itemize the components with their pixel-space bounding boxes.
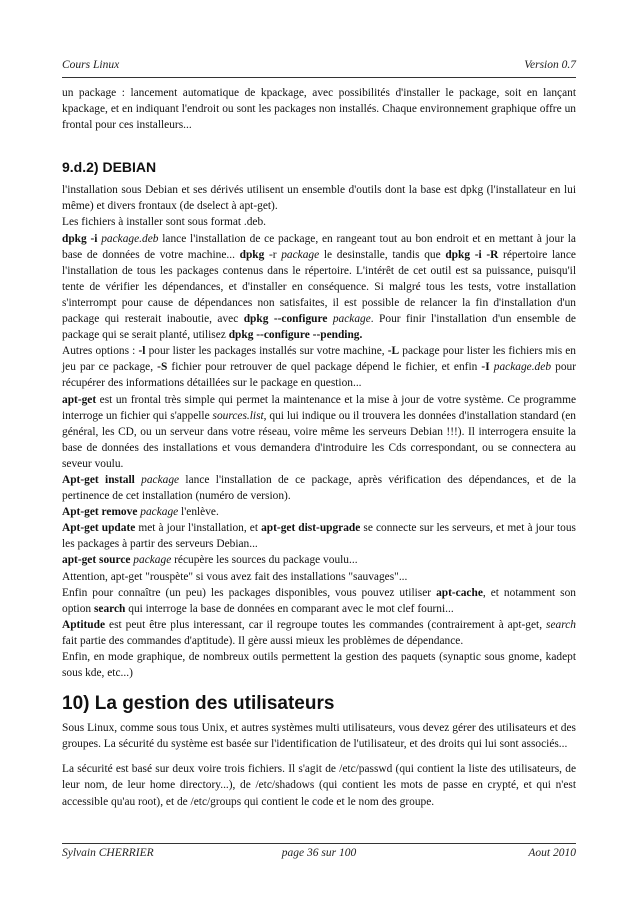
paragraph-gap [62, 752, 576, 761]
aptitude-text-1: est peut être plus interessant, car il regroupe toutes les commandes (contrairement à apt-get, [105, 618, 547, 631]
dpkg-text-4: . Pour finir l'installation d'un ensemble de package qui se serait planté, utilisez [62, 313, 576, 342]
graphical-tools-text: Enfin, en mode graphique, de nombreux outils permettent la gestion des paquets (synaptic sous gnome, kadept sous kde, etc...) [62, 651, 576, 680]
footer-page-number: page 36 sur 100 [281, 847, 357, 859]
apt-update-text-2: se connecte sur les serveurs, et met à jour tous les packages à partir des serveurs Debian... [62, 522, 576, 551]
dpkg-text-1: lance l'installation de ce package, en rangeant tout au bon endroit et en mettant à jour la base de données de votre machine... [62, 232, 576, 261]
header-version: Version 0.7 [524, 59, 576, 71]
apt-remove-text: l'enlève. [178, 506, 219, 519]
header-rule [62, 77, 576, 78]
attention-note: Attention, apt-get "rouspète" si vous avez fait des installations "sauvages"... [62, 570, 408, 583]
dpkg-configure-cmd: dpkg --configure [243, 313, 328, 326]
aptitude-text-2: fait partie des commandes d'aptitude). Il gère aussi mieux les problèmes de dépendance. [62, 634, 464, 647]
option-L: -L [387, 345, 400, 358]
page-content [62, 85, 576, 810]
intro-paragraph: un package : lancement automatique de kpackage, avec possibilités d'installer le package, soit en lançant kpackage, et en indiquant l'endroit ou sont les packages non installés. Chaque environnement graphique offre un frontal pour ces installeurs... [62, 87, 576, 132]
dpkg-text-2: le desinstalle, tandis que [319, 248, 446, 261]
sources-list-file: sources.list [212, 409, 264, 422]
options-text-5: pour récupérer des informations détaillées sur le package en question... [62, 361, 576, 390]
apt-cache-text-3: qui interroge la base de données en comparant avec le mot clef fourni... [125, 602, 454, 615]
aptitude-search-word: search [546, 618, 576, 631]
section-heading-debian: 9.d.2) DEBIAN [62, 159, 157, 176]
header-course-title: Cours Linux [62, 59, 120, 71]
users-paragraph-1: Sous Linux, comme sous tous Unix, et autres systèmes multi utilisateurs, vous devez gérer des utilisateurs et des groupes. La sécurité du système est basée sur l'identification de l'utilisateur, et des droits qui lui sont associés... [62, 722, 576, 751]
apt-cache-text-2: , et notamment son option [62, 586, 576, 615]
dpkg-remove-cmd: dpkg [239, 248, 265, 261]
dpkg-text-3: répertoire lance l'installation de tous les packages contenus dans le répertoire. L'intérêt de cet outil est sa puissance, puisqu'il tente de vérifier les dépendances, et d'installer en conséquence. Si malgré tous les tests, votre installation s'interrompt pour cause de dépendances non satisfaites, il est possible de relancer la fin d'installation d'un package qui resterait inaboutie, avec [62, 248, 576, 326]
footer-author: Sylvain CHERRIER [62, 847, 154, 859]
page-footer [62, 847, 576, 863]
options-text-4: fichier pour retrouver de quel package dépend le fichier, et enfin [167, 361, 482, 374]
dpkg-remove-opt: -r [264, 248, 282, 261]
apt-source-text: récupère les sources du package voulu... [171, 554, 358, 567]
section-heading-users: 10) La gestion des utilisateurs [62, 693, 335, 715]
dpkg-install-arg: package.deb [101, 232, 159, 245]
apt-install-text: lance l'installation de ce package, après vérification des dépendances, et de la pertinence de cet installation (numéro de version). [62, 473, 576, 503]
dpkg-remove-arg: package [281, 248, 320, 261]
apt-get-text-2: , qui lui indique ou il trouvera les données d'installation standard (en général, les CD, ou un serveur dans votre réseau, voire même les serveurs Debian !!!). Il interrogera ensuite la base de données des installations et vous demandera d'introduire les Cds correspondant, ou se connectera au seveur voulu. [62, 409, 576, 470]
apt-dist-upgrade-cmd: apt-get dist-upgrade [261, 522, 361, 535]
apt-update-text-1: met à jour l'installation, et [135, 522, 262, 535]
page-header [62, 59, 576, 75]
options-text-1: Autres options : [62, 345, 139, 358]
dpkg-configure-arg: package [332, 313, 371, 326]
apt-source-arg: package [133, 554, 172, 567]
apt-get-text-1: est un frontal très simple qui permet la maintenance et la mise à jour de votre système. Ce programme interroge un fichier qui s'appelle [62, 393, 576, 422]
apt-install-arg: package [141, 473, 180, 486]
option-I: -I [481, 361, 490, 374]
apt-get-cmd: apt-get [62, 393, 97, 406]
debian-paragraph [62, 182, 576, 681]
footer-date: Aout 2010 [528, 847, 576, 859]
apt-cache-cmd: apt-cache [436, 586, 483, 599]
dpkg-pending-cmd: dpkg --configure --pending. [228, 329, 363, 342]
option-l: -l [138, 345, 146, 358]
aptitude-cmd: Aptitude [62, 618, 106, 631]
options-text-2: pour lister les packages installés sur votre machine, [145, 345, 388, 358]
users-paragraph-2: La sécurité est basé sur deux voire trois fichiers. Il s'agit de /etc/passwd (qui contient la liste des utilisateurs, de leur nom, de leur home directory...), de /etc/shadows (qui contient les mots de passe en crypté, et qui n'est accessible qu'au root), et de /etc/groups qui contient le code et le nom des groupe. [62, 763, 576, 808]
options-text-3: package pour lister les fichiers mis en jeu par ce package, [62, 345, 577, 374]
debian-deb-format: Les fichiers à installer sont sous format .deb. [62, 216, 267, 229]
apt-source-cmd: apt-get source [62, 554, 131, 567]
apt-update-cmd: Apt-get update [62, 522, 136, 535]
option-S: -S [157, 361, 168, 374]
apt-remove-arg: package [140, 506, 179, 519]
apt-remove-cmd: Apt-get remove [62, 506, 138, 519]
footer-rule [62, 843, 576, 844]
dpkg-install-cmd: dpkg -i [62, 232, 98, 245]
debian-intro: l'installation sous Debian et ses dérivés utilisent un ensemble d'outils dont la base est dpkg (l'installateur en lui même) et divers frontaux (de dselect à apt-get). [62, 184, 576, 213]
apt-install-cmd: Apt-get install [62, 473, 135, 486]
apt-cache-text-1: Enfin pour connaître (un peu) les packages disponibles, vous pouvez utiliser [62, 586, 437, 599]
dpkg-recursive-cmd: dpkg -i -R [445, 248, 499, 261]
apt-cache-search-opt: search [93, 602, 126, 615]
option-I-arg: package.deb [493, 361, 552, 374]
